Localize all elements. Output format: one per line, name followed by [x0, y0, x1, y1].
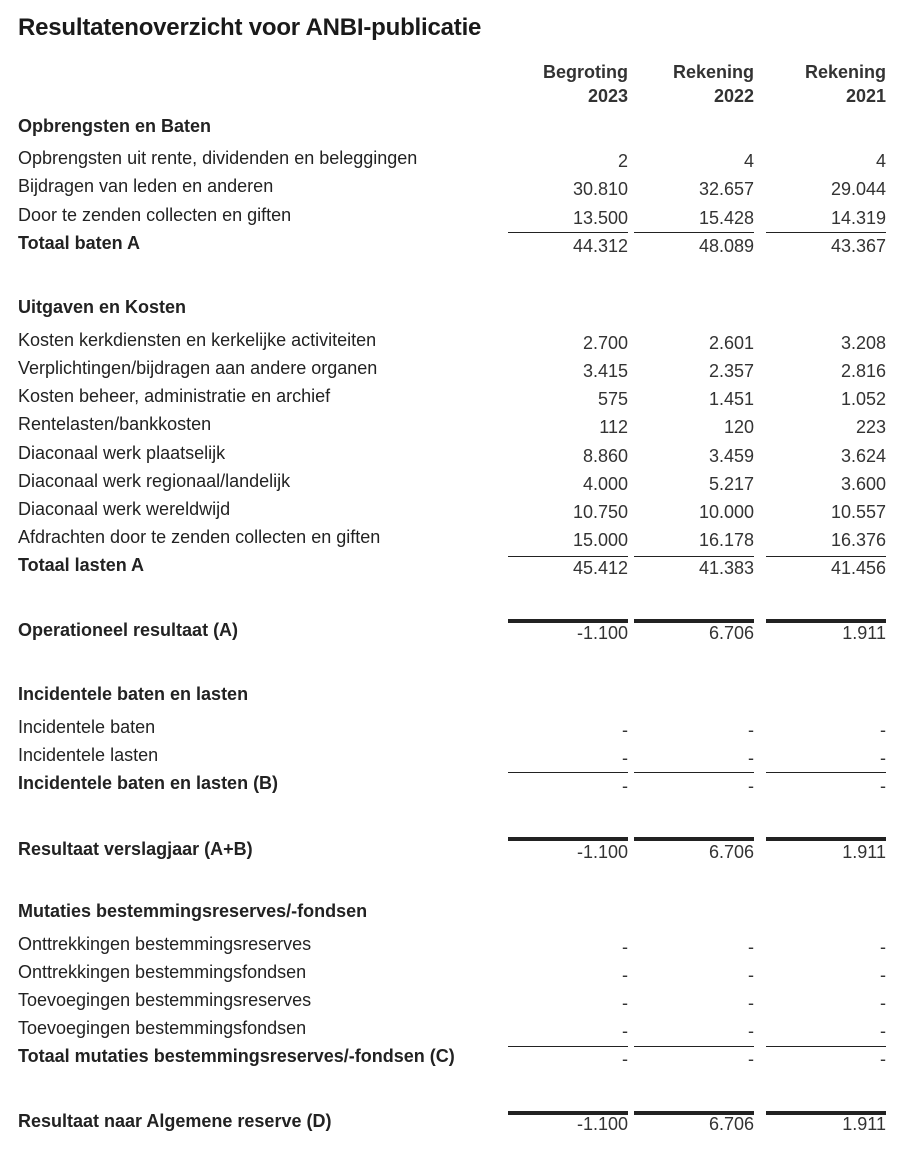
row-value: 32.657 [698, 179, 754, 199]
column-header-line2: 2021 [845, 86, 886, 106]
row-value: - [748, 748, 754, 768]
row-value: 1.911 [842, 1114, 886, 1134]
subtotal-rule [766, 772, 886, 773]
row-label: Opbrengsten uit rente, dividenden en beleggingen [18, 148, 418, 168]
table-row [0, 173, 917, 199]
row-value: 48.089 [698, 236, 754, 256]
row-value: - [880, 965, 886, 985]
row-value: - [748, 1021, 754, 1041]
row-value: 575 [597, 389, 628, 409]
row-value: - [748, 776, 754, 796]
subtotal-rule [634, 1046, 754, 1047]
column-header-rekening-2022 [634, 60, 754, 108]
row-value: 14.319 [830, 208, 886, 228]
row-label: Resultaat verslagjaar (A+B) [18, 839, 253, 859]
table-row [0, 714, 917, 740]
row-value: - [880, 1049, 886, 1069]
row-value: - [622, 748, 628, 768]
table-row [0, 959, 917, 985]
row-label: Totaal baten A [18, 233, 141, 253]
row-label: Uitgaven en Kosten [18, 297, 187, 317]
row-value: - [880, 937, 886, 957]
row-value: 3.459 [708, 446, 754, 466]
row-value: - [880, 776, 886, 796]
table-row [0, 742, 917, 768]
subtotal-rule [766, 232, 886, 233]
row-value: 41.456 [830, 558, 886, 578]
row-label: Totaal lasten A [18, 555, 145, 575]
subtotal-rule [634, 772, 754, 773]
thick-total-rule [766, 1111, 886, 1115]
row-label: Incidentele baten en lasten [18, 684, 249, 704]
row-value: 15.000 [572, 530, 628, 550]
table-row [0, 202, 917, 228]
table-row [0, 355, 917, 381]
section-heading-row [0, 681, 917, 707]
column-header-line1: Begroting [543, 62, 628, 82]
row-label: Operationeel resultaat (A) [18, 620, 239, 640]
row-label: Door te zenden collecten en giften [18, 205, 292, 225]
row-value: 10.557 [830, 502, 886, 522]
row-value: 15.428 [698, 208, 754, 228]
row-value: 10.000 [698, 502, 754, 522]
row-value: - [622, 965, 628, 985]
row-label: Onttrekkingen bestemmingsreserves [18, 934, 312, 954]
column-header-rekening-2021 [766, 60, 886, 108]
row-value: 6.706 [708, 1114, 754, 1134]
row-value: - [880, 720, 886, 740]
row-value: 1.911 [842, 623, 886, 643]
row-label: Incidentele lasten [18, 745, 159, 765]
row-label: Mutaties bestemmingsreserves/-fondsen [18, 901, 368, 921]
row-value: - [622, 1021, 628, 1041]
table-row [0, 931, 917, 957]
page-title: Resultatenoverzicht voor ANBI-publicatie [18, 14, 482, 41]
row-label: Diaconaal werk wereldwijd [18, 499, 231, 519]
row-value: - [748, 1049, 754, 1069]
row-label: Incidentele baten [18, 717, 156, 737]
row-value: 6.706 [708, 842, 754, 862]
row-value: - [748, 965, 754, 985]
thick-total-rule [508, 1111, 628, 1115]
subtotal-rule [508, 1046, 628, 1047]
table-row [0, 496, 917, 522]
row-value: 2.816 [840, 361, 886, 381]
row-value: 43.367 [830, 236, 886, 256]
row-label: Kosten kerkdiensten en kerkelijke activiteiten [18, 330, 377, 350]
table-row [0, 440, 917, 466]
row-value: 3.624 [840, 446, 886, 466]
thick-total-rule [634, 837, 754, 841]
subtotal-rule [508, 232, 628, 233]
table-row [0, 145, 917, 171]
row-value: -1.100 [576, 1114, 628, 1134]
column-header-begroting-2023 [508, 60, 628, 108]
column-header-line2: 2023 [587, 86, 628, 106]
table-row [0, 468, 917, 494]
row-value: -1.100 [576, 842, 628, 862]
row-label: Toevoegingen bestemmingsreserves [18, 990, 312, 1010]
row-label: Afdrachten door te zenden collecten en giften [18, 527, 381, 547]
row-label: Kosten beheer, administratie en archief [18, 386, 331, 406]
row-value: - [622, 776, 628, 796]
section-heading-row [0, 294, 917, 320]
row-value: 2 [617, 151, 628, 171]
row-value: 6.706 [708, 623, 754, 643]
thick-total-rule [508, 837, 628, 841]
section-heading-row [0, 898, 917, 924]
row-label: Totaal mutaties bestemmingsreserves/-fondsen (C) [18, 1046, 455, 1066]
row-value: 16.178 [698, 530, 754, 550]
subtotal-rule [634, 556, 754, 557]
column-header-line1: Rekening [672, 62, 754, 82]
row-label: Resultaat naar Algemene reserve (D) [18, 1111, 332, 1131]
row-value: 120 [723, 417, 754, 437]
row-value: 112 [599, 417, 628, 437]
row-label: Toevoegingen bestemmingsfondsen [18, 1018, 307, 1038]
row-value: - [748, 937, 754, 957]
row-value: -1.100 [576, 623, 628, 643]
row-value: 4.000 [582, 474, 628, 494]
row-value: 2.357 [708, 361, 754, 381]
row-label: Opbrengsten en Baten [18, 116, 212, 136]
table-row [0, 1015, 917, 1041]
row-value: 1.451 [708, 389, 754, 409]
row-value: - [748, 720, 754, 740]
row-value: 30.810 [572, 179, 628, 199]
table-row [0, 987, 917, 1013]
row-value: 3.600 [840, 474, 886, 494]
row-value: - [622, 720, 628, 740]
row-value: 2.700 [582, 333, 628, 353]
table-row [0, 411, 917, 437]
total-row [0, 770, 917, 796]
row-value: 8.860 [582, 446, 628, 466]
column-header-line1: Rekening [804, 62, 886, 82]
row-label: Diaconaal werk regionaal/landelijk [18, 471, 291, 491]
row-label: Rentelasten/bankkosten [18, 414, 212, 434]
thick-total-rule [766, 837, 886, 841]
subtotal-rule [508, 556, 628, 557]
row-value: 45.412 [572, 558, 628, 578]
table-row [0, 383, 917, 409]
row-label: Diaconaal werk plaatselijk [18, 443, 226, 463]
subtotal-rule [766, 556, 886, 557]
row-value: - [622, 1049, 628, 1069]
total-row [0, 230, 917, 256]
table-row [0, 327, 917, 353]
row-value: - [622, 937, 628, 957]
thick-total-rule [634, 1111, 754, 1115]
row-label: Onttrekkingen bestemmingsfondsen [18, 962, 307, 982]
row-value: 10.750 [572, 502, 628, 522]
row-value: 41.383 [698, 558, 754, 578]
section-heading-row [0, 113, 917, 139]
subtotal-rule [766, 1046, 886, 1047]
row-value: 4 [743, 151, 754, 171]
column-header-line2: 2022 [713, 86, 754, 106]
row-value: 4 [875, 151, 886, 171]
row-value: - [622, 993, 628, 1013]
row-label: Bijdragen van leden en anderen [18, 176, 274, 196]
row-value: 16.376 [830, 530, 886, 550]
row-value: 3.415 [582, 361, 628, 381]
row-value: 2.601 [708, 333, 754, 353]
table-row [0, 524, 917, 550]
row-value: 3.208 [840, 333, 886, 353]
subtotal-rule [634, 232, 754, 233]
row-value: 13.500 [572, 208, 628, 228]
row-value: - [748, 993, 754, 1013]
row-value: 1.052 [840, 389, 886, 409]
row-label: Incidentele baten en lasten (B) [18, 773, 279, 793]
subtotal-rule [508, 772, 628, 773]
row-value: - [880, 993, 886, 1013]
thick-total-rule [766, 619, 886, 623]
row-value: - [880, 1021, 886, 1041]
row-label: Verplichtingen/bijdragen aan andere organen [18, 358, 378, 378]
thick-total-rule [634, 619, 754, 623]
row-value: 1.911 [842, 842, 886, 862]
row-value: 44.312 [572, 236, 628, 256]
thick-total-rule [508, 619, 628, 623]
row-value: 5.217 [708, 474, 754, 494]
row-value: 223 [855, 417, 886, 437]
row-value: - [880, 748, 886, 768]
row-value: 29.044 [830, 179, 886, 199]
